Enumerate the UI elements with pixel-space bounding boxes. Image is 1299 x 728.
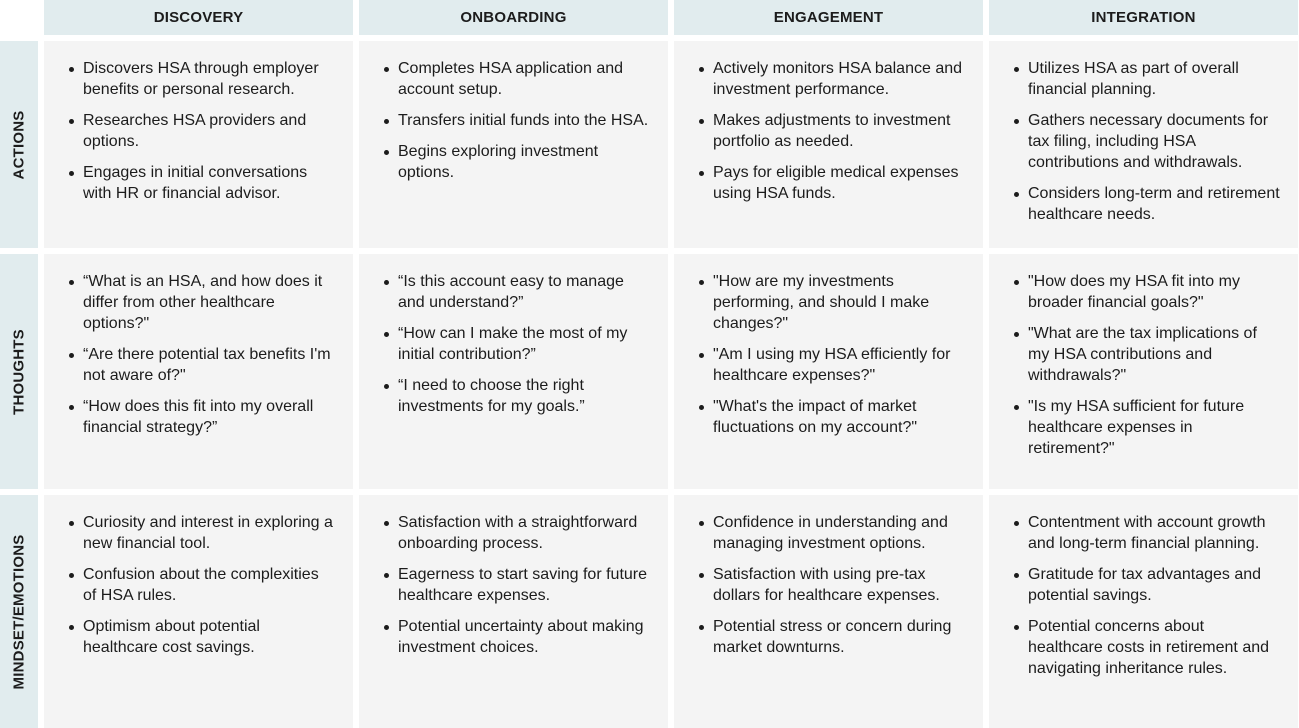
list-item: “Are there potential tax benefits I'm not aware of?" (68, 344, 335, 386)
list-item: Researches HSA providers and options. (68, 110, 335, 152)
column-header-engagement: ENGAGEMENT (674, 0, 983, 35)
list-item: Transfers initial funds into the HSA. (383, 110, 650, 131)
bullet-list (698, 271, 965, 438)
list-item: Potential uncertainty about making investment choices. (383, 616, 650, 658)
journey-cell (674, 41, 983, 248)
list-item: Gathers necessary documents for tax filing, including HSA contributions and withdrawals. (1013, 110, 1280, 173)
list-item: Optimism about potential healthcare cost savings. (68, 616, 335, 658)
list-item: "Am I using my HSA efficiently for healthcare expenses?" (698, 344, 965, 386)
row-label-text: ACTIONS (10, 110, 28, 179)
list-item: “How can I make the most of my initial contribution?” (383, 323, 650, 365)
corner (0, 0, 38, 35)
journey-cell (359, 495, 668, 728)
bullet-list (68, 512, 335, 658)
bullet-list (1013, 271, 1280, 459)
list-item: "What are the tax implications of my HSA contributions and withdrawals?" (1013, 323, 1280, 386)
journey-cell (44, 41, 353, 248)
list-item: "How does my HSA fit into my broader financial goals?" (1013, 271, 1280, 313)
column-header-integration: INTEGRATION (989, 0, 1298, 35)
row-label-mindset-emotions (0, 495, 38, 728)
journey-cell (989, 495, 1298, 728)
list-item: Engages in initial conversations with HR or financial advisor. (68, 162, 335, 204)
list-item: Gratitude for tax advantages and potential savings. (1013, 564, 1280, 606)
bullet-list (68, 271, 335, 438)
list-item: Actively monitors HSA balance and investment performance. (698, 58, 965, 100)
journey-cell (989, 254, 1298, 489)
list-item: Contentment with account growth and long-term financial planning. (1013, 512, 1280, 554)
list-item: Confusion about the complexities of HSA rules. (68, 564, 335, 606)
list-item: Makes adjustments to investment portfolio as needed. (698, 110, 965, 152)
list-item: Satisfaction with using pre-tax dollars for healthcare expenses. (698, 564, 965, 606)
column-header-onboarding: ONBOARDING (359, 0, 668, 35)
bullet-list (698, 512, 965, 658)
journey-cell (989, 41, 1298, 248)
list-item: "What's the impact of market fluctuations on my account?" (698, 396, 965, 438)
list-item: "Is my HSA sufficient for future healthcare expenses in retirement?" (1013, 396, 1280, 459)
journey-cell (359, 254, 668, 489)
list-item: Completes HSA application and account setup. (383, 58, 650, 100)
list-item: Pays for eligible medical expenses using HSA funds. (698, 162, 965, 204)
bullet-list (383, 512, 650, 658)
bullet-list (1013, 512, 1280, 679)
journey-cell (674, 495, 983, 728)
list-item: Utilizes HSA as part of overall financial planning. (1013, 58, 1280, 100)
list-item: Discovers HSA through employer benefits or personal research. (68, 58, 335, 100)
list-item: Satisfaction with a straightforward onboarding process. (383, 512, 650, 554)
list-item: “I need to choose the right investments for my goals.” (383, 375, 650, 417)
row-label-actions (0, 41, 38, 248)
row-label-text: THOUGHTS (10, 328, 28, 415)
row-label-thoughts (0, 254, 38, 489)
list-item: Begins exploring investment options. (383, 141, 650, 183)
journey-cell (359, 41, 668, 248)
list-item: Considers long-term and retirement healthcare needs. (1013, 183, 1280, 225)
bullet-list (383, 58, 650, 183)
list-item: “How does this fit into my overall financial strategy?” (68, 396, 335, 438)
column-header-discovery: DISCOVERY (44, 0, 353, 35)
journey-cell (44, 254, 353, 489)
bullet-list (383, 271, 650, 417)
list-item: Confidence in understanding and managing investment options. (698, 512, 965, 554)
list-item: Potential concerns about healthcare costs in retirement and navigating inheritance rules. (1013, 616, 1280, 679)
list-item: “What is an HSA, and how does it differ from other healthcare options?" (68, 271, 335, 334)
list-item: “Is this account easy to manage and understand?” (383, 271, 650, 313)
bullet-list (1013, 58, 1280, 225)
row-label-text: MINDSET/EMOTIONS (10, 534, 28, 690)
journey-cell (674, 254, 983, 489)
bullet-list (698, 58, 965, 204)
list-item: Potential stress or concern during market downturns. (698, 616, 965, 658)
list-item: "How are my investments performing, and should I make changes?" (698, 271, 965, 334)
list-item: Eagerness to start saving for future healthcare expenses. (383, 564, 650, 606)
list-item: Curiosity and interest in exploring a new financial tool. (68, 512, 335, 554)
bullet-list (68, 58, 335, 204)
journey-cell (44, 495, 353, 728)
